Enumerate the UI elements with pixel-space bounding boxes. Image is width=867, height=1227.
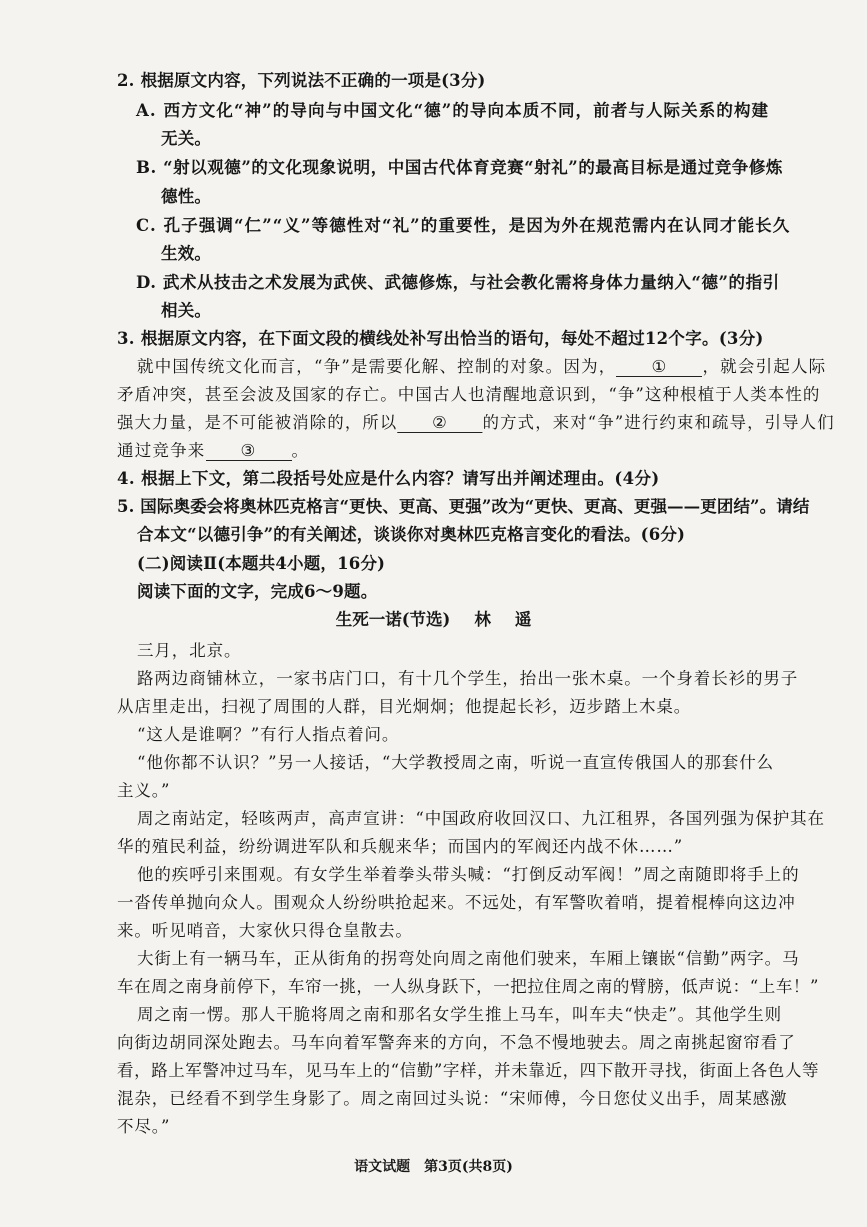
story-line: 周之南一愣。那人干脆将周之南和那名女学生推上马车，叫车夫“快走”。其他学生则 (137, 1005, 783, 1024)
story-line: 向街边胡同深处跑去。马车向着军警奔来的方向，不急不慢地驶去。周之南挑起窗帘看了 (117, 1033, 796, 1052)
q2-option-b-line1: B. “射以观德”的文化现象说明，中国古代体育竞赛“射礼”的最高目标是通过竞争修炼 (136, 158, 783, 177)
question-5-line2: 合本文“以德引争”的有关阐述，谈谈你对奥林匹克格言变化的看法。(6分) (137, 525, 686, 544)
story-line: 混杂，已经看不到学生身影了。周之南回过头说：“宋师傅，今日您仗义出手，周某感激 (117, 1089, 788, 1108)
section-heading: (二)阅读Ⅱ(本题共4小题，16分) (137, 554, 386, 573)
story-line: 周之南站定，轻咳两声，高声宣讲：“中国政府收回汉口、九江租界，各国列强为保护其在 (137, 809, 825, 828)
story-line: “这人是谁啊？”有行人指点着问。 (137, 725, 400, 744)
story-line: 从店里走出，扫视了周围的人群，目光炯炯；他提起长衫，迈步踏上木桌。 (117, 697, 692, 716)
answer-blank-3[interactable]: ③ (206, 440, 292, 461)
story-line: 三月，北京。 (137, 641, 242, 660)
answer-blank-2[interactable]: ② (397, 412, 482, 433)
q3-text: 的方式，来对“争”进行约束和疏导，引导人们 (482, 413, 835, 432)
q2-option-b-line2: 德性。 (161, 187, 212, 206)
q3-passage-line3 (117, 412, 835, 434)
story-line: 主义。” (117, 781, 171, 800)
story-line: 路两边商铺林立，一家书店门口，有十几个学生，抬出一张木桌。一个身着长衫的男子 (137, 669, 799, 688)
story-line: 来。听见哨音，大家伙只得仓皇散去。 (117, 921, 413, 940)
article-title (0, 609, 867, 631)
story-line: 看，路上军警冲过马车，见马车上的“信勤”字样，并未靠近，四下散开寻找，街面上各色人等 (117, 1061, 820, 1080)
article-author-1: 林 (474, 610, 491, 629)
story-line: 大街上有一辆马车，正从街角的拐弯处向周之南他们驶来，车厢上镶嵌“信勤”两字。马 (137, 949, 800, 968)
q3-text: 。 (291, 441, 310, 460)
q2-option-d-line2: 相关。 (161, 301, 212, 320)
page-footer: 语文试题 第3页(共8页) (354, 1159, 513, 1175)
question-2-stem: 2. 根据原文内容，下列说法不正确的一项是(3分) (117, 71, 486, 90)
q2-option-c-line2: 生效。 (161, 244, 212, 263)
q2-option-a-line2: 无关。 (161, 129, 212, 148)
article-author-2: 遥 (514, 610, 532, 629)
q2-option-c-line1: C. 孔子强调“仁”“义”等德性对“礼”的重要性，是因为外在规范需内在认同才能长久 (136, 216, 791, 235)
q3-passage-line4 (117, 440, 309, 462)
story-line: 不尽。” (117, 1117, 171, 1136)
question-5-line1: 5. 国际奥委会将奥林匹克格言“更快、更高、更强”改为“更快、更高、更强——更团结”。请结 (117, 497, 810, 516)
story-line: 车在周之南身前停下，车帘一挑，一人纵身跃下，一把拉住周之南的臂膀，低声说：“上车！” (117, 977, 820, 996)
q3-text: 通过竞争来 (117, 441, 206, 460)
section-instruction: 阅读下面的文字，完成6～9题。 (137, 582, 378, 601)
q3-passage-line2: 矛盾冲突，甚至会波及国家的存亡。中国古人也清醒地意识到，“争”这种根植于人类本性的 (117, 385, 821, 404)
story-line: 他的疾呼引来围观。有女学生举着拳头带头喊：“打倒反动军阀！”周之南随即将手上的 (137, 865, 800, 884)
story-line: 一沓传单抛向众人。围观众人纷纷哄抢起来。不远处，有军警吹着哨，提着棍棒向这边冲 (117, 893, 796, 912)
article-title-text: 生死一诺(节选) (335, 610, 451, 629)
question-4-stem: 4. 根据上下文，第二段括号处应是什么内容？请写出并阐述理由。(4分) (117, 469, 660, 488)
q3-text: 就中国传统文化而言，“争”是需要化解、控制的对象。因为， (137, 357, 617, 376)
q3-text: ，就会引起人际 (702, 357, 827, 376)
q2-option-a-line1: A. 西方文化“神”的导向与中国文化“德”的导向本质不同，前者与人际关系的构建 (136, 101, 770, 120)
answer-blank-1[interactable]: ① (616, 356, 702, 377)
q2-option-d-line1: D. 武术从技击之术发展为武侠、武德修炼，与社会教化需将身体力量纳入“德”的指引 (136, 273, 780, 292)
q3-text: 强大力量，是不可能被消除的，所以 (117, 413, 398, 432)
story-line: “他你都不认识？”另一人接话，“大学教授周之南，听说一直宣传俄国人的那套什么 (137, 753, 775, 772)
story-line: 华的殖民利益，纷纷调进军队和兵舰来华；而国内的军阀还内战不休……” (117, 837, 684, 856)
q3-passage-line1 (137, 356, 826, 378)
question-3-stem: 3. 根据原文内容，在下面文段的横线处补写出恰当的语句，每处不超过12个字。(3分) (117, 329, 764, 348)
